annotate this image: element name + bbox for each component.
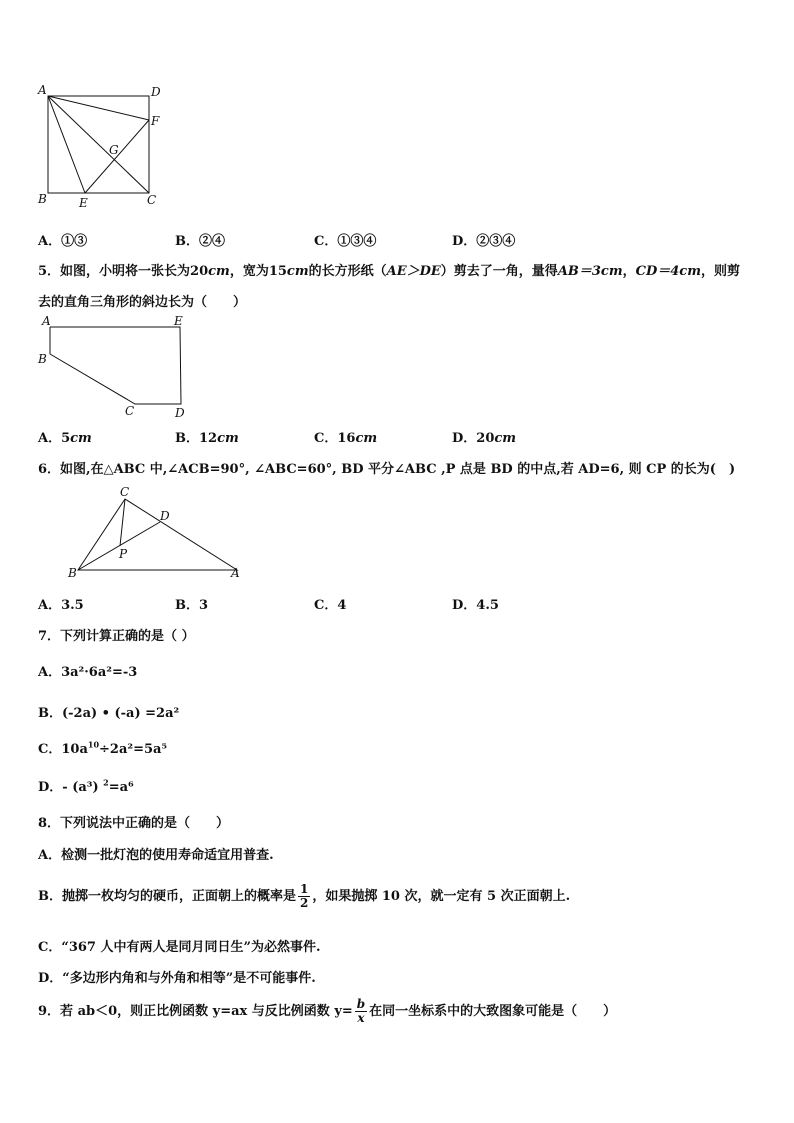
q5-line1 [38, 260, 740, 279]
label-c: C [147, 193, 157, 207]
label-e: E [174, 314, 183, 328]
label-f: F [151, 114, 160, 128]
segment-bd [78, 522, 160, 570]
q8-option-d: D．“多边形内角和与外角和相等”是不可能事件. [38, 971, 316, 986]
q5-unit-1: cm [208, 264, 230, 279]
q5-unit-2: cm [286, 264, 309, 279]
label-d: D [160, 509, 170, 523]
q8-option-a: A．检测一批灯泡的使用寿命适宜用普查. [38, 848, 274, 863]
q5-option-b: B．12cm [175, 431, 239, 446]
label-c: C [120, 485, 130, 499]
q5-option-d: D．20cm [452, 431, 517, 446]
triangle-abc [78, 499, 237, 570]
q6-option-d: D．4.5 [452, 598, 499, 613]
segment-af [48, 96, 149, 120]
q5-option-c: C．16cm [314, 431, 378, 446]
q6-option-c: C．4 [314, 598, 347, 613]
square-figure [30, 80, 170, 210]
label-d: D [151, 85, 161, 99]
q5-text-b: ，宽为 [229, 264, 269, 279]
q5-text-c: 的长方形纸（ [308, 264, 387, 279]
q5-condition: AE＞DE [386, 264, 441, 279]
q4-option-c: C．①③④ [314, 234, 377, 249]
q7-text: 7．下列计算正确的是（ ） [38, 629, 195, 644]
q5-line2: 去的直角三角形的斜边长为（ ） [38, 295, 247, 310]
label-b: B [38, 192, 47, 206]
label-e: E [79, 196, 88, 210]
q5-option-a: A．5cm [38, 431, 92, 446]
q7-option-c: C．$10a^{10}\div 2a^2=5a^5$ [38, 739, 168, 757]
label-g: G [109, 143, 119, 157]
q5-text-e: ，则剪 [700, 264, 740, 279]
label-d: D [175, 406, 185, 420]
q4-option-a: A．①③ [38, 234, 88, 249]
pentagon-figure [30, 310, 200, 425]
label-a: A [38, 83, 47, 97]
label-c: C [125, 404, 135, 418]
fraction-b-over-x: $\frac{b}{x}$ [356, 997, 366, 1025]
q5-text-d: ）剪去了一角，量得 [440, 264, 558, 279]
q5-width: 15 [268, 264, 287, 279]
fraction-one-half: $\frac{1}{2}$ [300, 882, 309, 910]
q5-length: 20 [190, 264, 209, 279]
q8-option-b: B．抛掷一枚均匀的硬币，正面朝上的概率是 $\frac{1}{2}$ ，如果抛掷 10 次，就一定有 5 次正面朝上. [38, 882, 571, 910]
label-b: B [68, 566, 77, 580]
label-p: P [119, 547, 128, 561]
q5-text-a: 5．如图，小明将一张长为 [38, 264, 191, 279]
q9-text: 9．若 ab＜0，则正比例函数 y=ax 与反比例函数 y= $\frac{b}{x}$ 在同一坐标系中的大致图象可能是（ ） [38, 997, 617, 1025]
label-a: A [42, 314, 51, 328]
q6-option-a: A．3.5 [38, 598, 84, 613]
q6-text: 6．如图,在△ABC 中,∠ACB=90°, ∠ABC=60°, BD 平分∠ABC ,P 点是 BD 的中点,若 AD=6, 则 CP 的长为( ) [38, 462, 736, 477]
q5-comma: ， [622, 264, 636, 279]
triangle-figure [60, 480, 250, 580]
q5-cd: CD＝4cm [635, 264, 701, 279]
label-b: B [38, 352, 47, 366]
q5-ab: AB＝3cm [557, 264, 623, 279]
segment-ae [48, 96, 85, 193]
q7-option-d: D．- (a³) $^2$=a⁶ [38, 777, 134, 795]
label-a: A [231, 566, 240, 580]
q4-option-d: D．②③④ [452, 234, 516, 249]
q8-text: 8．下列说法中正确的是（ ） [38, 816, 230, 831]
q7-option-b: B．(-2a) • (-a) =2a² [38, 706, 180, 721]
pentagon-shape [50, 327, 181, 404]
q7-option-a: A．3a²·6a²=-3 [38, 665, 138, 680]
q8-option-c: C．“367 人中有两人是同月同日生”为必然事件. [38, 940, 321, 955]
q6-option-b: B．3 [175, 598, 209, 613]
diagonal-ac [48, 96, 149, 193]
q4-option-b: B．②④ [175, 234, 225, 249]
